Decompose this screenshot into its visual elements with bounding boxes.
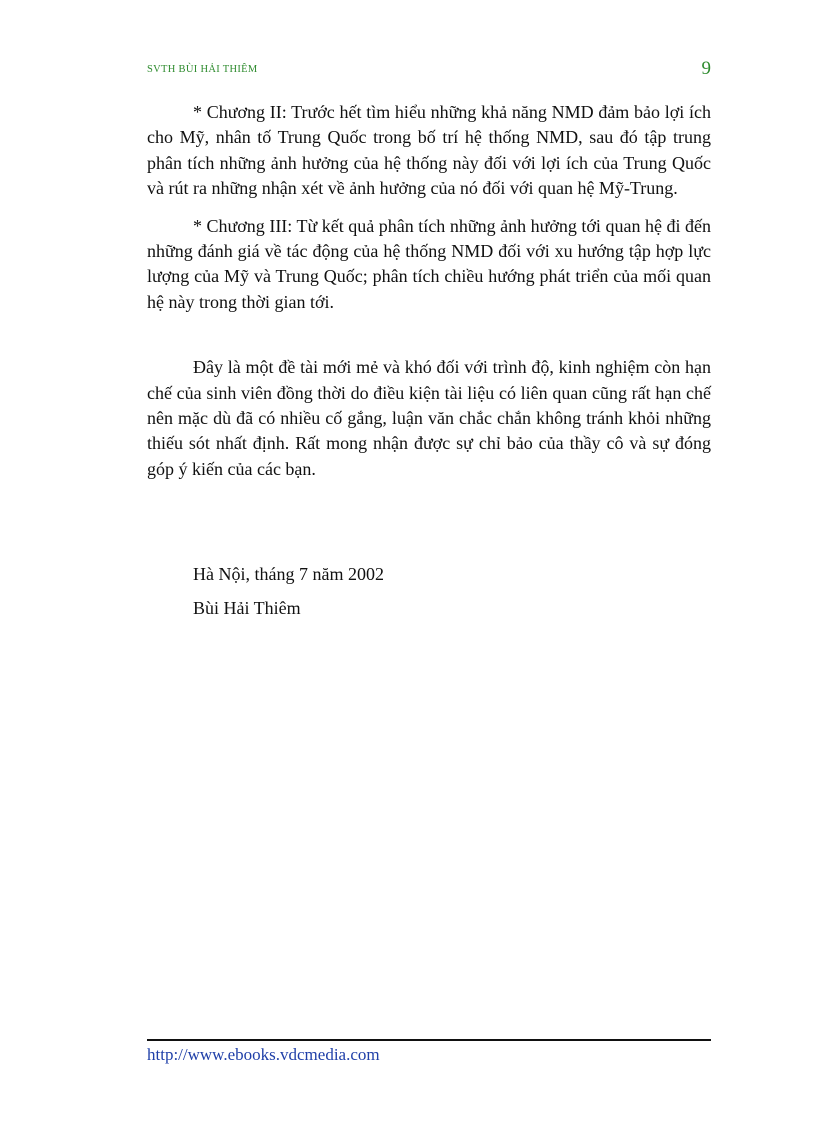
page-header: [147, 58, 711, 82]
footer-divider: [147, 1039, 711, 1041]
header-author: SVTH BÙI HẢI THIÊM: [147, 64, 258, 75]
paragraph-closing: Đây là một đề tài mới mẻ và khó đối với trình độ, kinh nghiệm còn hạn chế của sinh viên đồng thời do điều kiện tài liệu có liên quan cũng rất hạn chế nên mặc dù đã có nhiều cố gắng, luận văn chắc chắn không tránh khỏi những thiếu sót nhất định. Rất mong nhận được sự chỉ bảo của thầy cô và sự đóng góp ý kiến của các bạn.: [147, 357, 711, 479]
paragraph-chapter-3: * Chương III: Từ kết quả phân tích những ảnh hưởng tới quan hệ đi đến những đánh giá về tác động của hệ thống NMD đối với xu hướng tập hợp lực lượng của Mỹ và Trung Quốc; phân tích chiều hướng phát triển của mối quan hệ này trong thời gian tới.: [147, 215, 711, 312]
footer-url-link[interactable]: http://www.ebooks.vdcmedia.com: [147, 1045, 380, 1064]
signature-name: Bùi Hải Thiêm: [193, 598, 301, 618]
signature-place-date: Hà Nội, tháng 7 năm 2002: [193, 564, 384, 584]
page-number: 9: [701, 58, 711, 79]
document-body: [147, 100, 711, 494]
paragraph-chapter-2: * Chương II: Trước hết tìm hiểu những khả năng NMD đảm bảo lợi ích cho Mỹ, nhân tố Trung Quốc trong bố trí hệ thống NMD, sau đó tập trung phân tích những ảnh hưởng của hệ thống này đối với lợi ích của Trung Quốc và rút ra những nhận xét về ảnh hưởng của nó đối với quan hệ Mỹ-Trung.: [147, 102, 711, 199]
